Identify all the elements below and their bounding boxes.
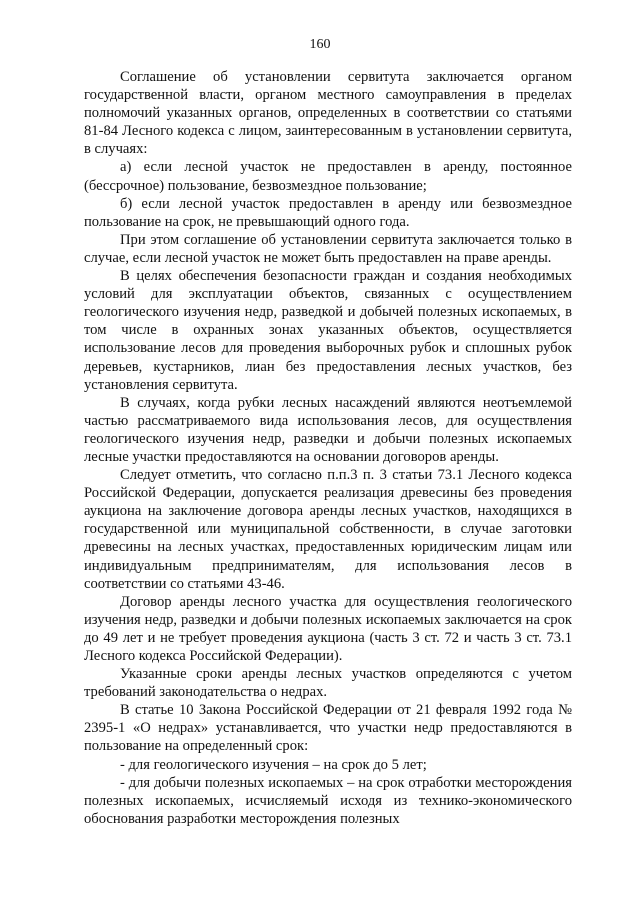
page-number: 160 [309,37,331,52]
paragraph-lease-term: Договор аренды лесного участка для осуществления геологического изучения недр, разведки и добычи полезных ископаемых заключается на срок до 49 лет и не требует проведения аукциона (часть 3 ст. 72 и часть 3 ст. 73.1 Лесного кодекса Российской Федерации). [84,593,572,664]
paragraph-timber-sale: Следует отметить, что согласно п.п.3 п. 3 статьи 73.1 Лесного кодекса Российской Федерации, допускается реализация древесины без проведения аукциона на заключение договора аренды лесных участков, находящихся в государственной или муниципальной собственности, в случае заготовки древесины на лесных участках, предоставленных юридическим лицам или индивидуальным предпринимателям, для использования лесов в соответствии со статьями 43-46. [84,467,572,592]
paragraph-case-b: б) если лесной участок предоставлен в аренду или безвозмездное пользование на срок, не превышающий одного года. [84,195,572,230]
paragraph-lease-basis: В случаях, когда рубки лесных насаждений являются неотъемлемой частью рассматриваемого вида использования лесов, для осуществления геологического изучения недр, разведки и добычи полезных ископаемых лесные участки предоставляются на основании договоров аренды. [84,394,572,465]
paragraph-safety-logging: В целях обеспечения безопасности граждан и создания необходимых условий для эксплуатации объектов, связанных с осуществлением геологического изучения недр, разведкой и добычей полезных ископаемых, в том числе в охранных зонах указанных объектов, осуществляется использование лесов для проведения выборочных рубок и сплошных рубок деревьев, кустарников, лиан без предоставления лесных участков, без установления сервитута. [84,268,572,393]
list-item-geological-study: - для геологического изучения – на срок до 5 лет; [120,756,427,773]
paragraph-subsoil-requirements: Указанные сроки аренды лесных участков определяются с учетом требований законодательства о недрах. [84,666,572,701]
paragraph-servitude-agreement: Соглашение об установлении сервитута заключается органом государственной власти, органом местного самоуправления в пределах полномочий указанных органов, определенных в соответствии со статьями 81-84 Лесного кодекса с лицом, заинтересованным в установлении сервитута, в случаях: [84,69,572,158]
paragraph-servitude-condition: При этом соглашение об установлении сервитута заключается только в случае, если лесной участок не может быть предоставлен на праве аренды. [84,231,572,266]
body-text [84,68,572,828]
list-item-mineral-extraction: - для добычи полезных ископаемых – на срок отработки месторождения полезных ископаемых, исчисляемый исходя из технико-экономического обоснования разработки месторождения полезных [84,774,572,827]
paragraph-subsoil-law: В статье 10 Закона Российской Федерации от 21 февраля 1992 года № 2395-1 «О недрах» устанавливается, что участки недр предоставляются в пользование на определенный срок: [84,702,572,755]
paragraph-case-a: а) если лесной участок не предоставлен в аренду, постоянное (бессрочное) пользование, безвозмездное пользование; [84,159,572,194]
